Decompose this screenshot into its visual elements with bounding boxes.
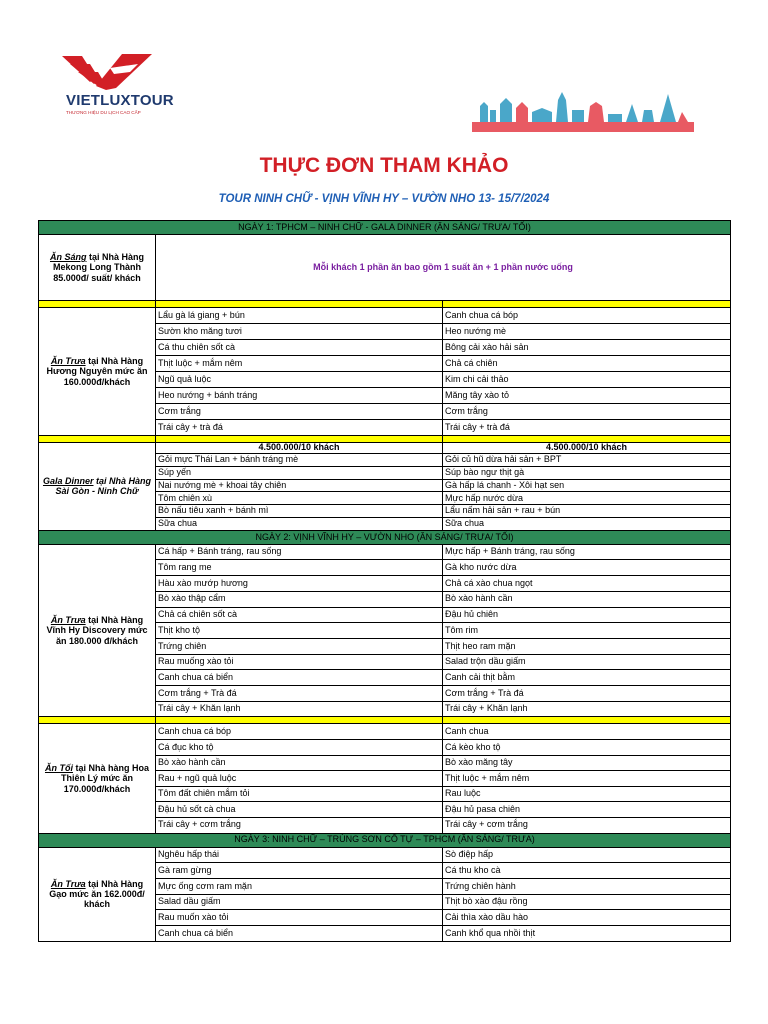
gala-price-1: 4.500.000/10 khách bbox=[156, 443, 443, 454]
dish-option-1: Trứng chiên bbox=[156, 638, 443, 654]
separator-row bbox=[39, 301, 731, 308]
gala-price-2: 4.500.000/10 khách bbox=[443, 443, 731, 454]
dish-option-2: Tôm rim bbox=[443, 623, 731, 639]
dish-option-2: Đậu hủ chiên bbox=[443, 607, 731, 623]
restaurant-info: tại Nhà hàng Hoa Thiên Lý mức ăn 170.000đ/khách bbox=[60, 762, 149, 794]
dish-option-2: Cá kèo kho tộ bbox=[443, 739, 731, 755]
restaurant-info: tại Nhà Hàng Vĩnh Hy Discovery mức ăn 180.000 đ/khách bbox=[46, 615, 148, 646]
day-header-row bbox=[39, 530, 731, 544]
meal-label bbox=[39, 443, 156, 531]
brand-tagline: THƯƠNG HIỆU DU LỊCH CAO CẤP bbox=[66, 110, 141, 115]
dish-row bbox=[39, 847, 731, 863]
menu-table bbox=[38, 220, 731, 942]
dish-option-2: Gà hấp lá chanh - Xôi hạt sen bbox=[443, 479, 731, 492]
dish-option-2: Heo nướng mè bbox=[443, 324, 731, 340]
dish-option-1: Thịt kho tộ bbox=[156, 623, 443, 639]
meal-label bbox=[39, 544, 156, 717]
dish-option-1: Hàu xào mướp hương bbox=[156, 576, 443, 592]
dish-option-2: Cơm trắng bbox=[443, 404, 731, 420]
separator-cell bbox=[39, 301, 156, 308]
day-header: NGÀY 1: TPHCM – NINH CHỮ - GALA DINNER (ĂN SÁNG/ TRƯA/ TỐI) bbox=[39, 221, 731, 235]
dish-option-2: Canh chua cá bóp bbox=[443, 308, 731, 324]
dish-option-1: Ngũ quả luộc bbox=[156, 372, 443, 388]
meal-name: Gala Dinner bbox=[42, 476, 94, 487]
dish-option-2: Lẩu nấm hải sản + rau + bún bbox=[443, 505, 731, 518]
dish-option-2: Cơm trắng + Trà đá bbox=[443, 685, 731, 701]
dish-option-2: Rau luộc bbox=[443, 786, 731, 802]
dish-option-2: Canh khổ qua nhồi thịt bbox=[443, 925, 731, 941]
separator-cell bbox=[39, 436, 156, 443]
dish-option-1: Nai nướng mè + khoai tây chiên bbox=[156, 479, 443, 492]
dish-option-2: Cải thìa xào dầu hào bbox=[443, 910, 731, 926]
dish-option-2: Kim chi cải thảo bbox=[443, 372, 731, 388]
skyline-landmarks-icon bbox=[472, 88, 694, 132]
dish-option-2: Gỏi củ hũ dừa hải sản + BPT bbox=[443, 454, 731, 467]
dish-option-2: Thịt luộc + mắm nêm bbox=[443, 771, 731, 787]
meal-label bbox=[39, 235, 156, 301]
dish-option-1: Nghêu hấp thái bbox=[156, 847, 443, 863]
dish-option-1: Cá thu chiên sốt cà bbox=[156, 340, 443, 356]
dish-row bbox=[39, 308, 731, 324]
dish-option-1: Cơm trắng + Trà đá bbox=[156, 685, 443, 701]
dish-option-1: Lẩu gà lá giang + bún bbox=[156, 308, 443, 324]
dish-option-1: Trái cây + Khăn lạnh bbox=[156, 701, 443, 717]
dish-option-2: Mực hấp nước dừa bbox=[443, 492, 731, 505]
day-header: NGÀY 2: VỊNH VĨNH HY – VƯỜN NHO (ĂN SÁNG/ TRƯA/ TỐI) bbox=[39, 530, 731, 544]
separator-row bbox=[39, 717, 731, 724]
dish-option-1: Salad dầu giấm bbox=[156, 894, 443, 910]
dish-option-2: Bò xào hành cần bbox=[443, 591, 731, 607]
dish-option-2: Trứng chiên hành bbox=[443, 878, 731, 894]
dish-option-2: Sò điệp hấp bbox=[443, 847, 731, 863]
dish-option-1: Cá đục kho tộ bbox=[156, 739, 443, 755]
dish-option-1: Bò xào thập cẩm bbox=[156, 591, 443, 607]
dish-option-2: Đậu hủ pasa chiên bbox=[443, 802, 731, 818]
meal-name: Ăn Sáng bbox=[49, 251, 87, 262]
meal-label bbox=[39, 308, 156, 436]
dish-option-2: Thịt bò xào đậu rồng bbox=[443, 894, 731, 910]
gala-price-row bbox=[39, 443, 731, 454]
breakfast-note: Mỗi khách 1 phần ăn bao gồm 1 suất ăn + 1 phần nước uống bbox=[156, 235, 731, 301]
dish-option-1: Trái cây + trà đá bbox=[156, 420, 443, 436]
separator-cell bbox=[39, 717, 156, 724]
dish-option-2: Súp bào ngư thịt gà bbox=[443, 466, 731, 479]
dish-option-2: Trái cây + trà đá bbox=[443, 420, 731, 436]
dish-option-1: Đậu hủ sốt cà chua bbox=[156, 802, 443, 818]
dish-option-2: Trái cây + cơm trắng bbox=[443, 817, 731, 833]
dish-option-2: Thịt heo ram mặn bbox=[443, 638, 731, 654]
dish-option-1: Chả cá chiên sốt cà bbox=[156, 607, 443, 623]
dish-option-2: Chả cá xào chua ngọt bbox=[443, 576, 731, 592]
dish-option-1: Rau + ngũ quả luộc bbox=[156, 771, 443, 787]
page-title: THỰC ĐƠN THAM KHẢO bbox=[259, 154, 509, 177]
meal-name: Ăn Trưa bbox=[50, 878, 86, 889]
dish-option-2: Chả cá chiên bbox=[443, 356, 731, 372]
breakfast-row bbox=[39, 235, 731, 301]
dish-option-1: Gỏi mực Thái Lan + bánh tráng mè bbox=[156, 454, 443, 467]
dish-option-2: Sữa chua bbox=[443, 517, 731, 530]
dish-option-1: Thịt luộc + mắm nêm bbox=[156, 356, 443, 372]
dish-option-2: Cá thu kho cà bbox=[443, 863, 731, 879]
restaurant-info: tại Nhà Hàng Sài Gòn - Ninh Chữ bbox=[55, 476, 152, 497]
dish-option-1: Cá hấp + Bánh tráng, rau sống bbox=[156, 544, 443, 560]
separator-cell bbox=[156, 717, 443, 724]
dish-option-1: Tôm rang me bbox=[156, 560, 443, 576]
dish-option-1: Rau muốn xào tỏi bbox=[156, 910, 443, 926]
tour-subtitle: TOUR NINH CHỮ - VỊNH VĨNH HY – VƯỜN NHO 13- 15/7/2024 bbox=[218, 193, 550, 205]
brand-name: VIETLUXTOUR bbox=[66, 92, 174, 109]
restaurant-info: tại Nhà Hàng Mekong Long Thành 85.000đ/ suất/ khách bbox=[53, 251, 145, 283]
dish-option-2: Gà kho nước dừa bbox=[443, 560, 731, 576]
meal-label bbox=[39, 847, 156, 941]
dish-option-2: Mực hấp + Bánh tráng, rau sống bbox=[443, 544, 731, 560]
day-header-row bbox=[39, 833, 731, 847]
dish-option-2: Salad trộn dầu giấm bbox=[443, 654, 731, 670]
dish-option-1: Canh chua cá biển bbox=[156, 670, 443, 686]
dish-option-1: Canh chua cá bóp bbox=[156, 724, 443, 740]
dish-option-1: Canh chua cá biển bbox=[156, 925, 443, 941]
dish-row bbox=[39, 544, 731, 560]
restaurant-info: tại Nhà Hàng Hương Nguyên mức ăn 160.000đ/khách bbox=[46, 355, 148, 387]
dish-option-2: Măng tây xào tỏ bbox=[443, 388, 731, 404]
dish-option-1: Sườn kho măng tươi bbox=[156, 324, 443, 340]
dish-option-1: Bò xào hành cần bbox=[156, 755, 443, 771]
day-header: NGÀY 3: NINH CHỮ – TRÙNG SƠN CỔ TỰ – TPHCM (ĂN SÁNG/ TRƯA) bbox=[39, 833, 731, 847]
dish-option-1: Heo nướng + bánh tráng bbox=[156, 388, 443, 404]
dish-option-1: Gà ram gừng bbox=[156, 863, 443, 879]
dish-option-1: Sữa chua bbox=[156, 517, 443, 530]
dish-option-2: Bò xào măng tây bbox=[443, 755, 731, 771]
dish-option-1: Mực ống cơm ram mặn bbox=[156, 878, 443, 894]
separator-cell bbox=[443, 717, 731, 724]
dish-option-2: Canh cải thịt bằm bbox=[443, 670, 731, 686]
dish-option-1: Tôm chiên xù bbox=[156, 492, 443, 505]
dish-option-2: Canh chua bbox=[443, 724, 731, 740]
dish-option-2: Bông cải xào hải sản bbox=[443, 340, 731, 356]
dish-option-2: Trái cây + Khăn lạnh bbox=[443, 701, 731, 717]
dish-option-1: Tôm đất chiên mắm tỏi bbox=[156, 786, 443, 802]
dish-option-1: Trái cây + cơm trắng bbox=[156, 817, 443, 833]
dish-option-1: Bò nấu tiêu xanh + bánh mì bbox=[156, 505, 443, 518]
dish-option-1: Súp yến bbox=[156, 466, 443, 479]
separator-cell bbox=[443, 301, 731, 308]
meal-name: Ăn Tối bbox=[44, 762, 73, 773]
dish-option-1: Rau muống xào tỏi bbox=[156, 654, 443, 670]
day-header-row bbox=[39, 221, 731, 235]
meal-name: Ăn Trưa bbox=[50, 615, 86, 626]
dish-option-1: Cơm trắng bbox=[156, 404, 443, 420]
restaurant-info: tại Nhà Hàng Gạo mức ăn 162.000đ/ khách bbox=[49, 878, 145, 910]
meal-name: Ăn Trưa bbox=[50, 355, 86, 366]
separator-cell bbox=[156, 301, 443, 308]
meal-label bbox=[39, 724, 156, 833]
dish-row bbox=[39, 724, 731, 740]
